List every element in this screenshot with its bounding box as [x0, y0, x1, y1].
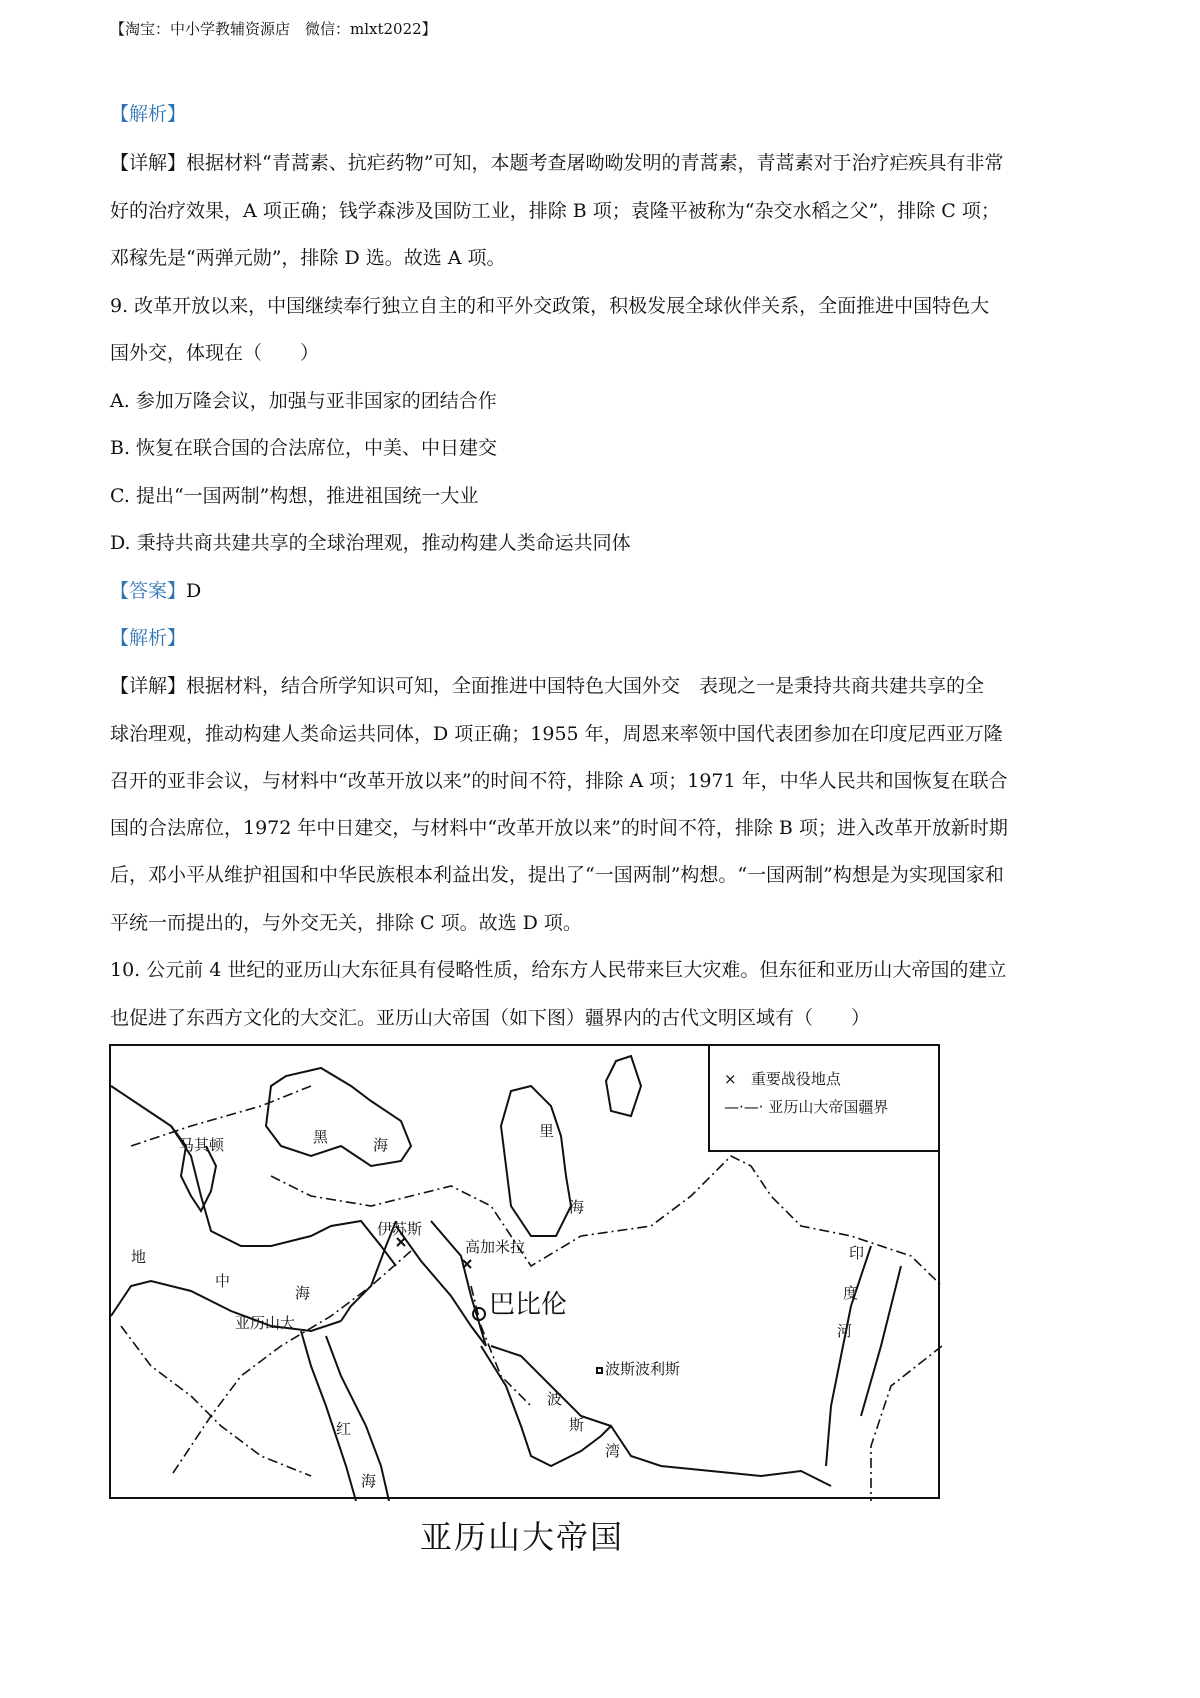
caspian-coast: [501, 1086, 571, 1236]
q9-stem-line-1: 9. 改革开放以来，中国继续奉行独立自主的和平外交政策，积极发展全球伙伴关系，全面推进中国特色大: [110, 295, 990, 317]
q9-option-b: B. 恢复在联合国的合法席位，中美、中日建交: [110, 437, 498, 459]
label-gaugamela: 高加米拉: [465, 1238, 526, 1256]
label-red-sea-1: 红: [336, 1420, 352, 1438]
label-gulf-2: 斯: [569, 1416, 585, 1434]
label-black-sea-2: 海: [373, 1136, 389, 1154]
map-caption: 亚历山大帝国: [420, 1518, 625, 1556]
legend-battle: [724, 1068, 841, 1089]
q9-detail-line-3: 召开的亚非会议，与材料中“改革开放以来”的时间不符，排除 A 项；1971 年，中华人民共和国恢复在联合: [110, 770, 1008, 792]
label-red-sea-2: 海: [361, 1472, 377, 1490]
label-persepolis: 波斯波利斯: [605, 1360, 681, 1378]
legend-border: [724, 1096, 888, 1117]
label-gulf-3: 湾: [605, 1442, 621, 1460]
aral-sea: [606, 1056, 641, 1116]
indus-river: [826, 1246, 901, 1466]
detail-label: 【详解】: [110, 675, 187, 697]
persepolis-marker: [597, 1368, 602, 1373]
battle-gaugamela-marker: [463, 1260, 471, 1268]
legend-battle-label: 重要战役地点: [750, 1070, 841, 1088]
label-gulf-1: 波: [547, 1390, 563, 1408]
label-black-sea-1: 黑: [313, 1128, 329, 1146]
label-med-2: 中: [215, 1272, 231, 1290]
q9-detail-line-5: 后，邓小平从维护祖国和中华民族根本利益出发，提出了“一国两制”构想。“一国两制”构想是为实现国家和: [110, 864, 1004, 886]
q9-detail-line-4: 国的合法席位，1972 年中日建交，与材料中“改革开放以来”的时间不符，排除 B 项；进入改革开放新时期: [110, 817, 1008, 839]
black-sea-coast: [266, 1068, 411, 1166]
detail-text: 根据材料“青蒿素、抗疟药物”可知，本题考查屠呦呦发明的青蒿素，青蒿素对于治疗疟疾具有非常: [186, 152, 1004, 174]
legend-border-label: 亚历山大帝国疆界: [768, 1098, 889, 1116]
watermark-header: 【淘宝：中小学教辅资源店 微信：mlxt2022】: [110, 20, 437, 38]
dash-dot-line-icon: —·—·: [724, 1098, 764, 1116]
label-babylon: 巴比伦: [489, 1290, 568, 1320]
label-alexandria: 亚历山大: [235, 1314, 296, 1332]
aegean-coast: [111, 1086, 396, 1266]
q8-analysis-label: 【解析】: [110, 103, 187, 125]
q9-option-c: C. 提出“一国两制”构想，推进祖国统一大业: [110, 485, 479, 507]
label-caspian-1: 里: [539, 1122, 555, 1140]
label-indus-2: 度: [843, 1284, 859, 1302]
q10-stem-line-1: 10. 公元前 4 世纪的亚历山大东征具有侵略性质，给东方人民带来巨大灾难。但东征和亚历山大帝国的建立: [110, 959, 1007, 981]
alexander-empire-map: [109, 1044, 940, 1499]
label-macedonia: 马其顿: [179, 1136, 225, 1154]
battle-x-icon: ×: [724, 1070, 737, 1088]
map-legend: [708, 1046, 938, 1152]
answer-value: D: [186, 580, 202, 602]
q9-answer: [110, 579, 1100, 603]
q10-stem-line-2: 也促进了东西方文化的大交汇。亚历山大帝国（如下图）疆界内的古代文明区域有（ ）: [110, 1007, 871, 1029]
battle-issus-marker: [397, 1238, 405, 1246]
q9-option-d: D. 秉持共商共建共享的全球治理观，推动构建人类命运共同体: [110, 532, 631, 554]
label-indus-3: 河: [837, 1322, 853, 1340]
label-caspian-2: 海: [569, 1198, 585, 1216]
detail-text: 根据材料，结合所学知识可知，全面推进中国特色大国外交 表现之一是秉持共商共建共享的全: [186, 675, 985, 697]
q8-detail-line-3: 邓稼先是“两弹元勋”，排除 D 选。故选 A 项。: [110, 247, 506, 269]
q9-option-a: A. 参加万隆会议，加强与亚非国家的团结合作: [110, 390, 497, 412]
label-issus: 伊苏斯: [377, 1220, 423, 1238]
q9-detail-line-6: 平统一而提出的，与外交无关，排除 C 项。故选 D 项。: [110, 912, 582, 934]
q9-detail-line-1: [110, 674, 1100, 698]
q9-detail-line-2: 球治理观，推动构建人类命运共同体，D 项正确；1955 年，周恩来率领中国代表团参加在印度尼西亚万隆: [110, 723, 1003, 745]
label-med-1: 地: [131, 1248, 147, 1266]
q8-detail-line-2: 好的治疗效果，A 项正确；钱学森涉及国防工业，排除 B 项；袁隆平被称为“杂交水稻之父”，排除 C 项；: [110, 200, 1000, 222]
detail-label: 【详解】: [110, 152, 187, 174]
answer-label: 【答案】: [110, 580, 187, 602]
q8-detail-line-1: [110, 151, 1100, 175]
babylon-marker: [473, 1308, 485, 1320]
label-indus-1: 印: [849, 1244, 865, 1262]
q9-stem-line-2: 国外交，体现在（ ）: [110, 342, 320, 364]
label-med-3: 海: [295, 1284, 311, 1302]
q9-analysis-label: 【解析】: [110, 627, 187, 649]
